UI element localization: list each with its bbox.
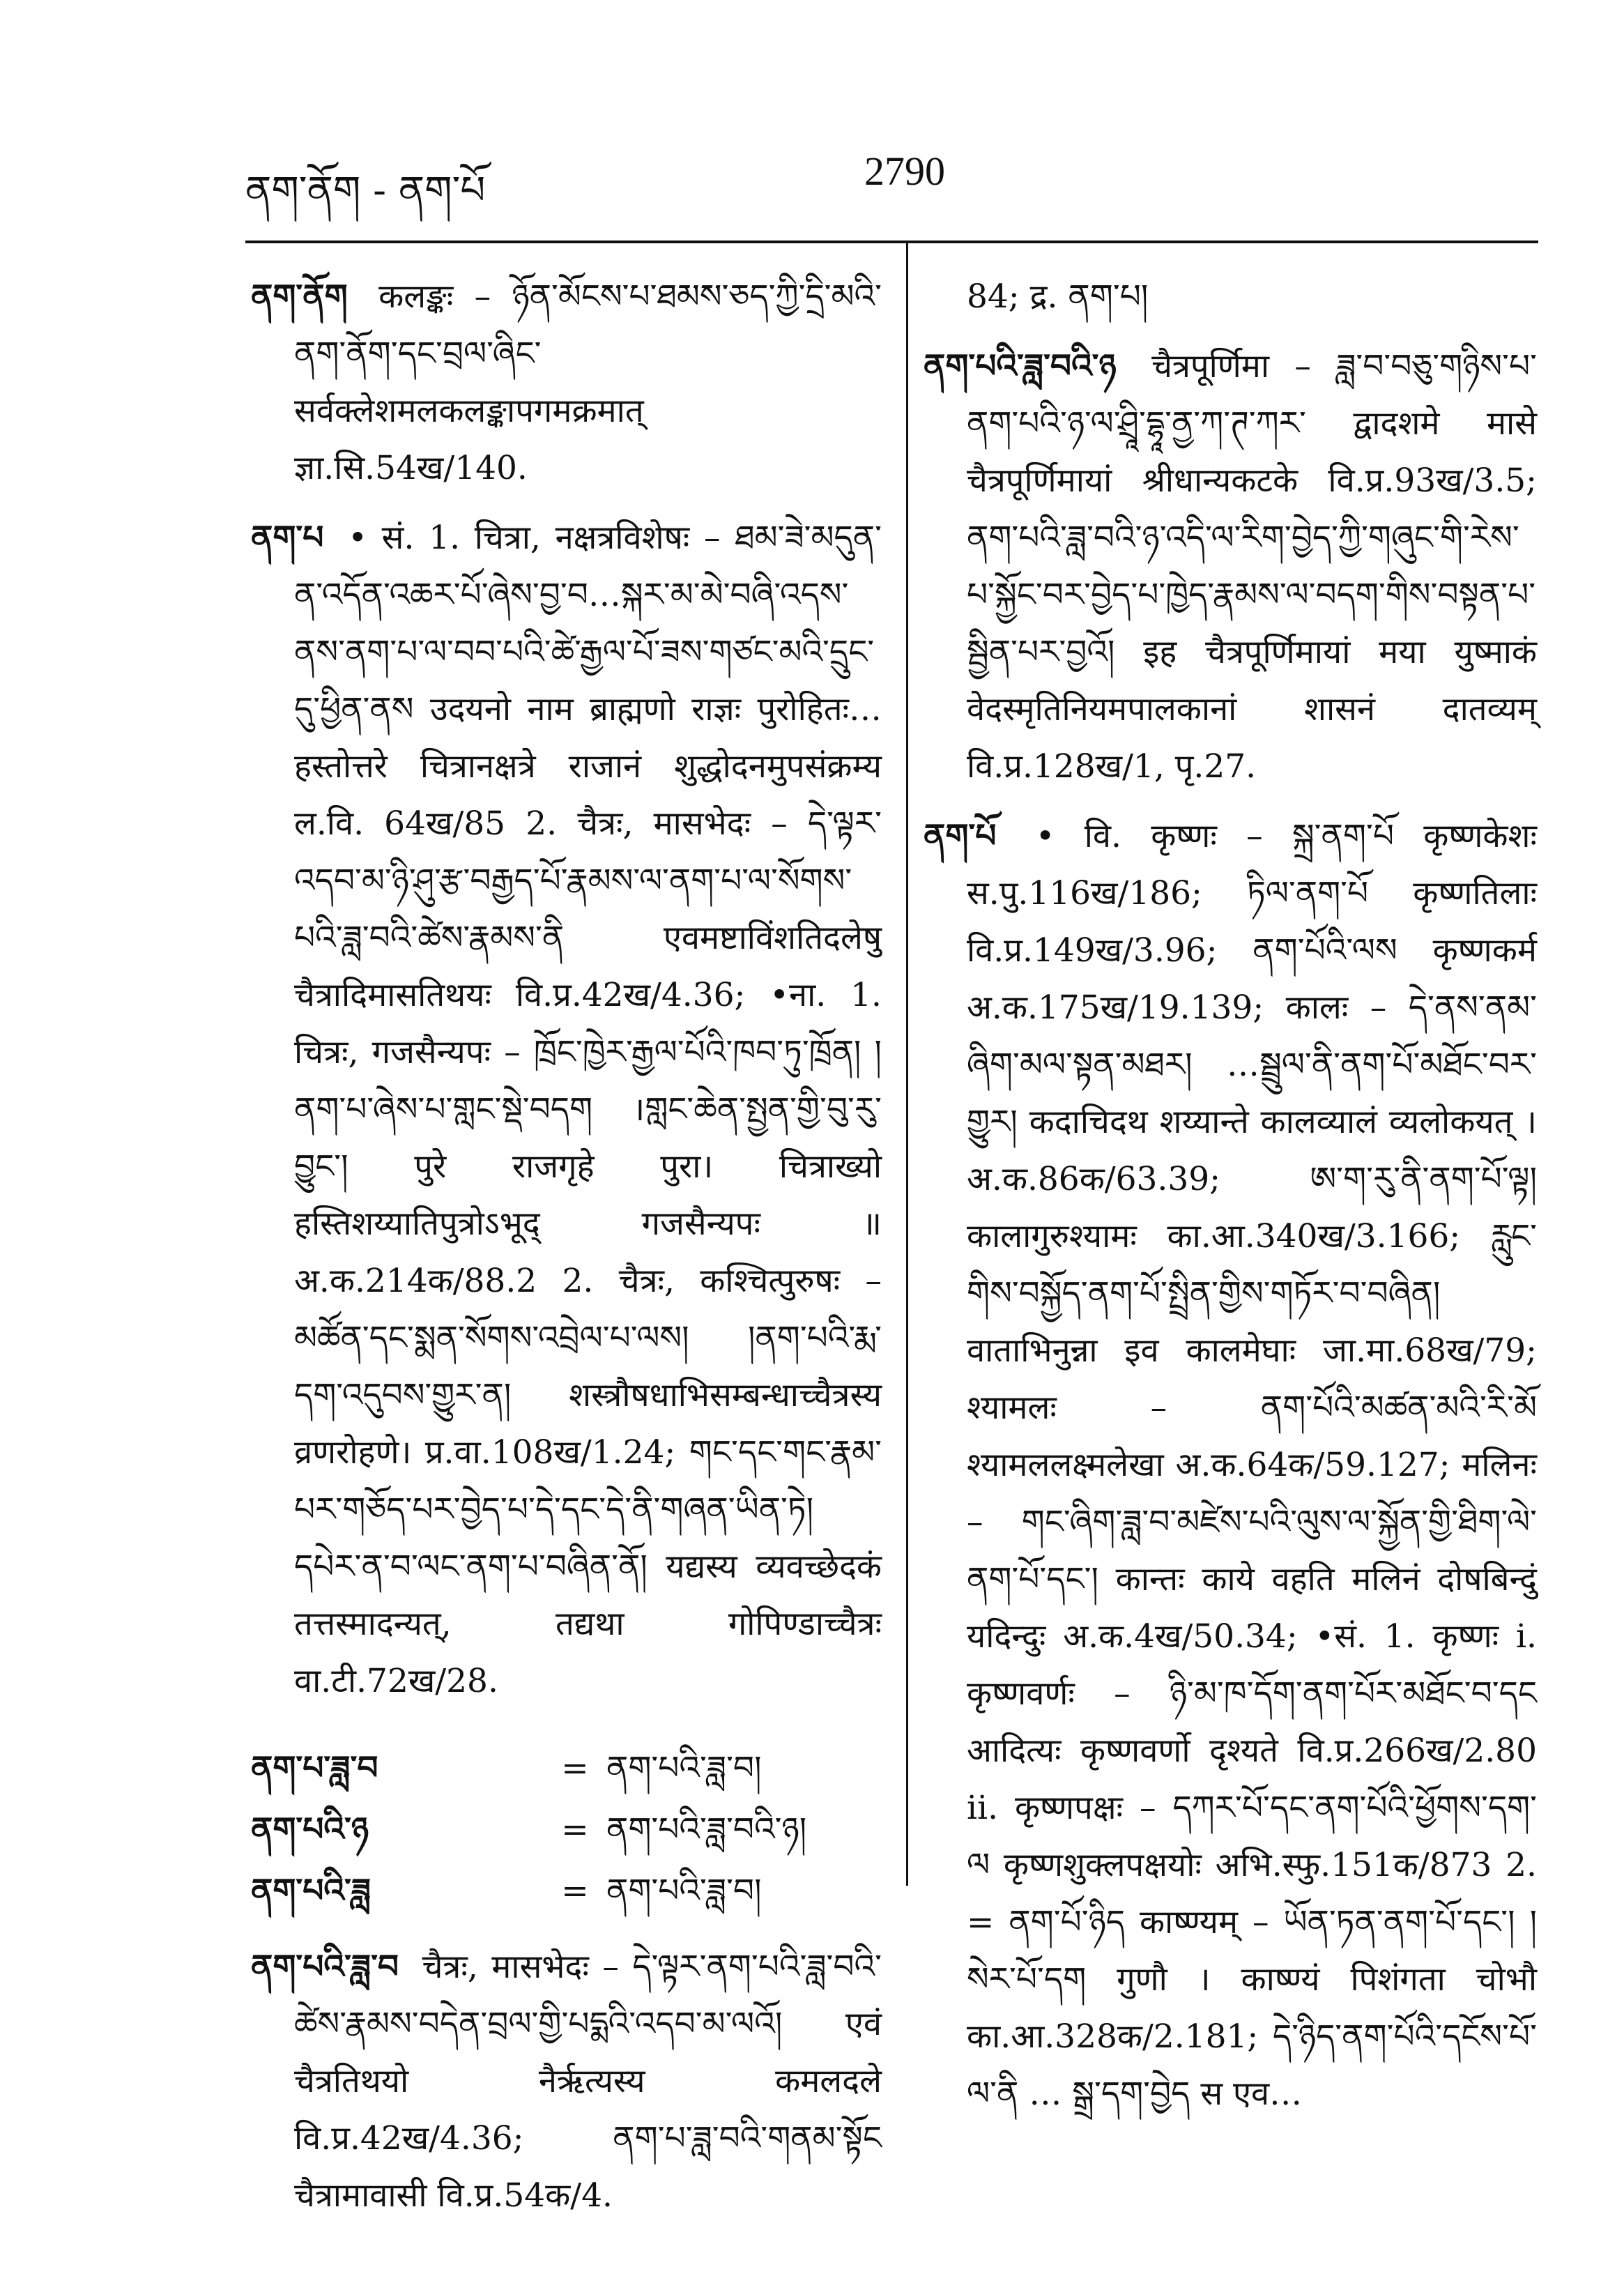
entry-text: चैत्रपूर्णिमा – ཟླ་བ་བཅུ་གཉིས་པ་ནག་པའི་ཉ་ལ་ཤྲཱི་དྷཱ་ནྱ་ཀ་ཊ་ཀར་ द्वादशमे मासे चैत्रपूर्णिमायां श्रीधान्यकटके वि.प्र.93ख/3.5; ནག་པའི་ཟླ་བའི་ཉ་འདི་ལ་རིག་བྱེད་ཀྱི་གཞུང་གི་རེས་པ་སྐྱོང་བར་བྱེད་པ་ཁྱེད་རྣམས་ལ་བདག་གིས་བསྟན་པ་སྦྱིན་པར་བྱའོ། इह चैत्रपूर्णिमायां मया युष्माकं वेदस्मृतिनियमपालकानां शासनं दातव्यम् वि.प्र.128ख/1, पृ.27. (967, 347, 1537, 786)
entry-text: कलङ्कः – ཉོན་མོངས་པ་ཐམས་ཅད་ཀྱི་དྲི་མའི་ནག་ནོག་དང་བྲལ་ཞིང་ सर्वक्लेशमलकलङ्कापगमक्रमात् ज्ञा.सि.54ख/140. (294, 277, 882, 487)
entry-headword: ནག་པ (251, 519, 324, 557)
dictionary-entry (924, 808, 1537, 2123)
xref-term: ནག་པའི་ཉ (251, 1810, 369, 1849)
xref-term: ནག་པའི་ཟླ (251, 1872, 371, 1910)
header-rule (245, 241, 1538, 243)
dictionary-entry (251, 510, 882, 1710)
page-header (0, 0, 1624, 230)
xref-target: ནག་པའི་ཟླ་བའི་ཉ། (606, 1810, 807, 1849)
xref-equals: = (561, 1810, 589, 1849)
right-column (924, 268, 1537, 2135)
dictionary-entry (251, 268, 882, 497)
xref-target: ནག་པའི་ཟླ་བ། (606, 1872, 762, 1910)
xref-target: ནག་པའི་ཟླ་བ། (606, 1749, 762, 1787)
xref-term: ནག་པ་ཟླ་བ (251, 1749, 378, 1787)
cross-reference-row (251, 1861, 882, 1922)
cross-reference-list (251, 1738, 882, 1922)
xref-equals: = (561, 1749, 589, 1787)
entry-headword: ནག་པོ (924, 817, 997, 855)
xref-equals: = (561, 1872, 589, 1910)
entry-text: • सं. 1. चित्रा, नक्षत्रविशेषः – ཐམ་ཟེ་མདུན་ན་འདོན་འཆར་པོ་ཞེས་བྱ་བ…སྐར་མ་མེ་བཞི་འདས་ནས་ནག་པ་ལ་བབ་པའི་ཚེ་རྒྱལ་པོ་ཟས་གཙང་མའི་དྲུང་དུ་ཕྱིན་ནས उदयनो नाम ब्राह्मणो राज्ञः पुरोहितः…हस्तोत्तरे चित्रानक्षत्रे राजानं शुद्धोदनमुपसंक्रम्य ल.वि. 64ख/85 2. चैत्रः, मासभेदः – དེ་ལྟར་འདབ་མ་ཉི་ཤུ་རྩ་བརྒྱད་པོ་རྣམས་ལ་ནག་པ་ལ་སོགས་པའི་ཟླ་བའི་ཚེས་རྣམས་ནི एवमष्टाविंशतिदलेषु चैत्रादिमासतिथयः वि.प्र.42ख/4.36; •ना. 1. चित्रः, गजसैन्यपः – ཁྲོང་ཁྱེར་རྒྱལ་པོའི་ཁབ་ཏུ་ཁྲོན། །ནག་པ་ཞེས་པ་གླང་སྡེ་བདག ।གླང་ཆེན་སྤྱན་གྱི་བུ་རུ་བྱུང༌། पुरे राजगृहे पुरा। चित्राख्यो हस्तिशय्यातिपुत्रोऽभूद् गजसैन्यपः ॥ अ.क.214क/88.2 2. चैत्रः, कश्चित्पुरुषः – མཚོན་དང་སྨན་སོགས་འབྲེལ་པ་ལས། །ནག་པའི་རྨ་དག་འདུབས་གྱུར་ན། शस्त्रौषधाभिसम्बन्धाच्चैत्रस्य व्रणरोहणे। प्र.वा.108ख/1.24; གང་དང་གང་རྣམ་པར་གཅོད་པར་བྱེད་པ་དེ་དང་དེ་ནི་གཞན་ཡིན་ཏེ། དཔེར་ན་བ་ལང་ནག་པ་བཞིན་ནོ། यद्यस्य व्यवच्छेदकं तत्तस्मादन्यत्, तद्यथा गोपिण्डाच्चैत्रः वा.टी.72ख/28. (294, 519, 882, 1700)
entry-headword: ནག་པའི་ཟླ་བ (251, 1948, 399, 1986)
cross-reference-row (251, 1799, 882, 1861)
running-head: ནག་ནོག - ནག་པོ (245, 168, 486, 213)
column-divider (906, 241, 908, 1886)
entry-text: • वि. कृष्णः – སྐྲ་ནག་པོ कृष्णकेशः स.पु.116ख/186; ཏིལ་ནག་པོ कृष्णतिलाः वि.प्र.149ख/3.96; ནག་པོའི་ལས कृष्णकर्म अ.क.175ख/19.139; कालः – དེ་ནས་ནམ་ཞིག་མལ་སྟན་མཐར། …སྦྲུལ་ནི་ནག་པོ་མཐོང་བར་གྱུར། कदाचिदथ शय्यान्ते कालव्यालं व्यलोकयत् । अ.क.86क/63.39; ཨ་ག་རུ་ནི་ནག་པོ་ལྟ། कालागुरुश्यामः का.आ.340ख/3.166; རླུང་གིས་བསྐྱོད་ནག་པོ་སྤྲིན་གྱིས་གཏོར་བ་བཞིན། वाताभिनुन्ना इव कालमेघाः जा.मा.68ख/79; श्यामलः – ནག་པོའི་མཚན་མའི་རི་མོ श्यामललक्ष्मलेखा अ.क.64क/59.127; मलिनः – གང་ཞིག་ཟླ་བ་མཛེས་པའི་ལུས་ལ་སྐྱོན་གྱི་ཐིག་ལེ་ནག་པོ་དང༌། कान्तः काये वहति मलिनं दोषबिन्दुं यदिन्दुः अ.क.4ख/50.34; •सं. 1. कृष्णः i. कृष्णवर्णः – ཉི་མ་ཁ་དོག་ནག་པོར་མཐོང་བ་དང आदित्यः कृष्णवर्णो दृश्यते वि.प्र.266ख/2.80 ii. कृष्णपक्षः – དཀར་པོ་དང་ནག་པོའི་ཕྱོགས་དག་ལ कृष्णशुक्लपक्षयोः अभि.स्फु.151क/873 2. = ནག་པོ་ཉིད काष्ण्यम् – ཡོན་ཏན་ནག་པོ་དང་། །སེར་པོ་དག गुणौ । काष्ण्यं पिशंगता चोभौ का.आ.328क/2.181; དེ་ཉིད་ནག་པོའི་དངོས་པོ་ལ་ནི … སྒྲ་དག་བྱེད स एव… (967, 817, 1537, 2113)
dictionary-entry (924, 338, 1537, 795)
left-column (251, 268, 882, 2237)
cross-reference-row (251, 1738, 882, 1799)
dictionary-entry (251, 1939, 882, 2224)
page-number: 2790 (864, 148, 945, 194)
entry-continuation: 84; द्र. ནག་པ། (967, 277, 1149, 316)
entry-headword: ནག་པའི་ཟླ་བའི་ཉ (924, 347, 1117, 386)
entry-text: चैत्रः, मासभेदः – དེ་ལྟར་ནག་པའི་ཟླ་བའི་ཚེས་རྣམས་བདེན་བྲལ་གྱི་པདྨའི་འདབ་མ་ལའོ། एवं चैत्रतिथयो नैर्ऋत्यस्य कमलदले वि.प्र.42ख/4.36; ནག་པ་ཟླ་བའི་གནམ་སྟོང चैत्रामावासी वि.प्र.54क/4. (294, 1948, 882, 2215)
entry-headword: ནག་ནོག (251, 277, 348, 316)
